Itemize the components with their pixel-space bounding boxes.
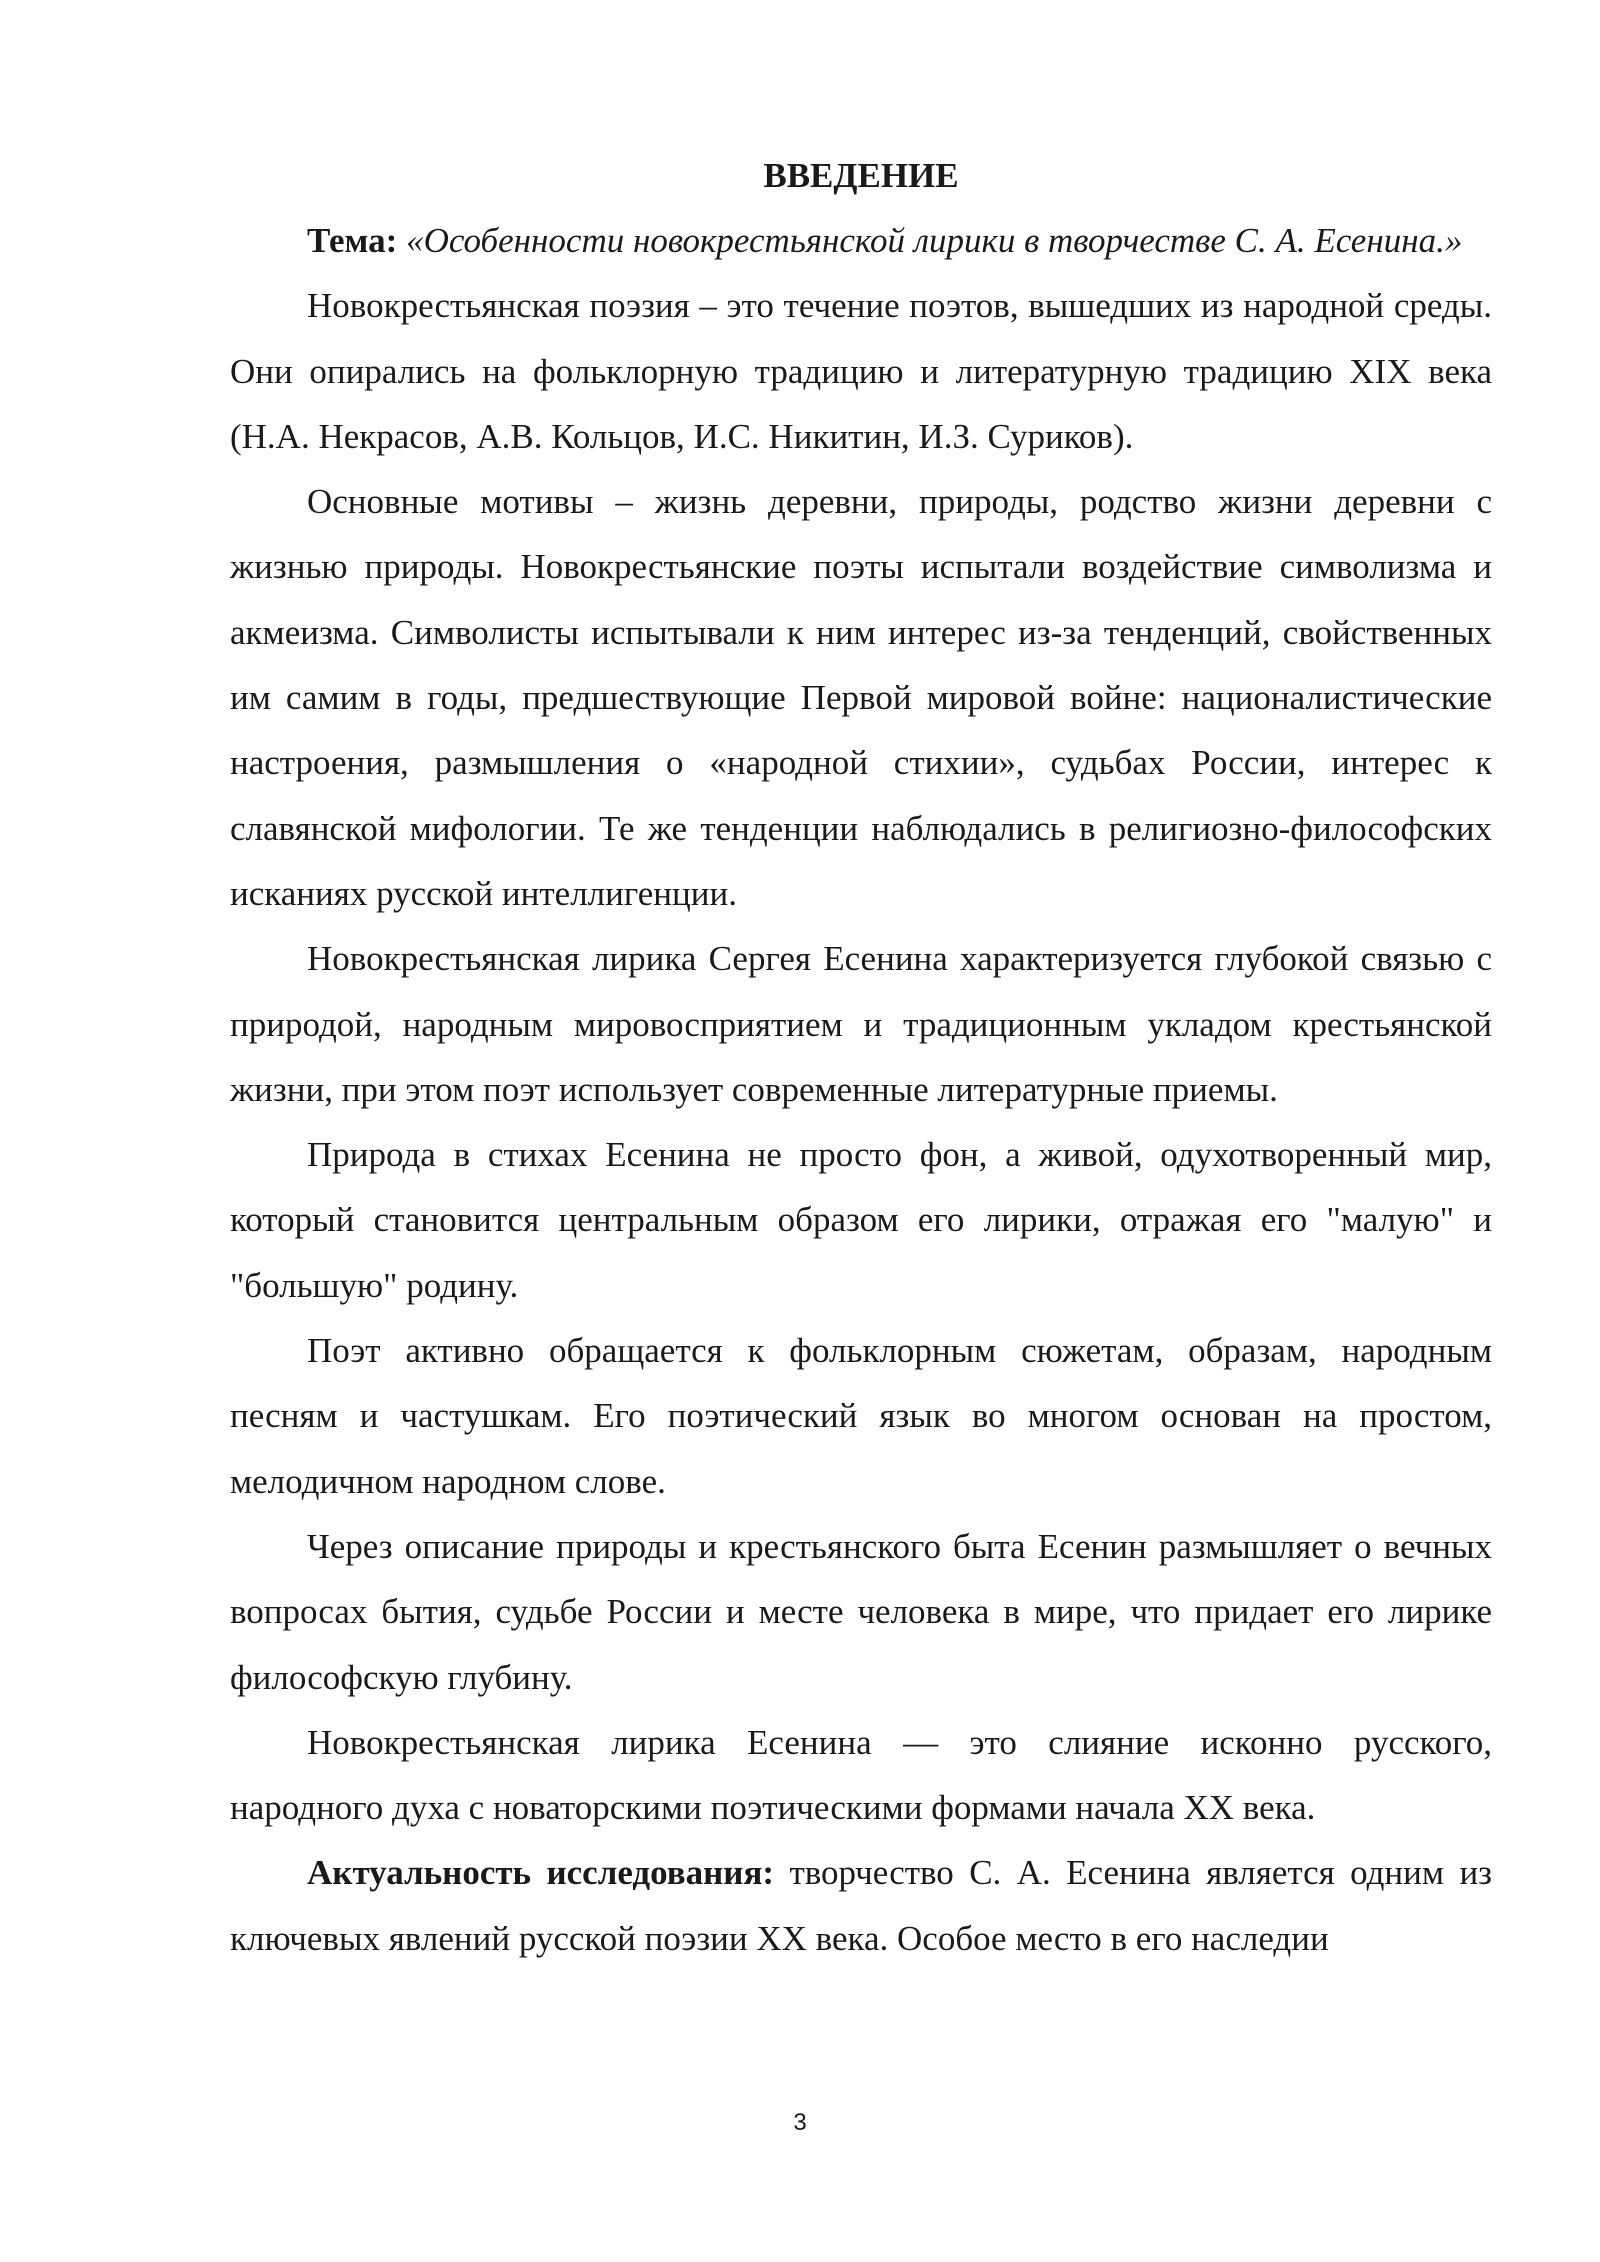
body-paragraph: Новокрестьянская лирика Сергея Есенина характеризуется глубокой связью с природой, народным мировосприятием и традиционным укладом крестьянской жизни, при этом поэт использует современные литературные приемы. <box>230 939 1492 1109</box>
body-paragraph: Через описание природы и крестьянского быта Есенин размышляет о вечных вопросах бытия, судьбе России и месте человека в мире, что придает его лирике философскую глубину. <box>230 1526 1492 1697</box>
topic-label: Тема: <box>307 221 398 260</box>
relevance-label: Актуальность исследования: <box>307 1853 775 1893</box>
page-heading: ВВЕДЕНИЕ <box>763 156 959 195</box>
relevance-text: творчество С. А. Есенина является одним из ключевых явлений русской поэзии XX века. Особое место в его наследии <box>230 1853 1492 1958</box>
page-number: 3 <box>793 2109 807 2136</box>
body-paragraph: Природа в стихах Есенина не просто фон, а живой, одухотворенный мир, который становится центральным образом его лирики, отражая его "малую" и "большую" родину. <box>230 1135 1492 1305</box>
relevance-paragraph <box>230 1840 1492 1971</box>
page-content <box>230 150 1492 1971</box>
topic-text: «Особенности новокрестьянской лирики в творчестве С. А. Есенина.» <box>397 221 1463 260</box>
body-paragraph: Поэт активно обращается к фольклорным сюжетам, образам, народным песням и частушкам. Его поэтический язык во многом основан на простом, мелодичном народном слове. <box>230 1331 1492 1501</box>
body-paragraph: Новокрестьянская лирика Есенина — это слияние исконно русского, народного духа с новаторскими поэтическими формами начала XX века. <box>230 1722 1492 1828</box>
body-paragraph: Основные мотивы – жизнь деревни, природы, родство жизни деревни с жизнью природы. Новокрестьянские поэты испытали воздействие символизма и акмеизма. Символисты испытывали к ним интерес из-за тенденций, свойственных им самим в годы, предшествующие Первой мировой войне: националистические настроения, размышления о «народной стихии», судьбах России, интерес к славянской мифологии. Те же тенденции наблюдались в религиозно-философских исканиях русской интеллигенции. <box>230 482 1492 913</box>
topic-paragraph <box>230 208 1492 273</box>
body-paragraph: Новокрестьянская поэзия – это течение поэтов, вышедших из народной среды. Они опирались на фольклорную традицию и литературную традицию XIX века (Н.А. Некрасов, А.В. Кольцов, И.С. Никитин, И.З. Суриков). <box>230 286 1492 456</box>
